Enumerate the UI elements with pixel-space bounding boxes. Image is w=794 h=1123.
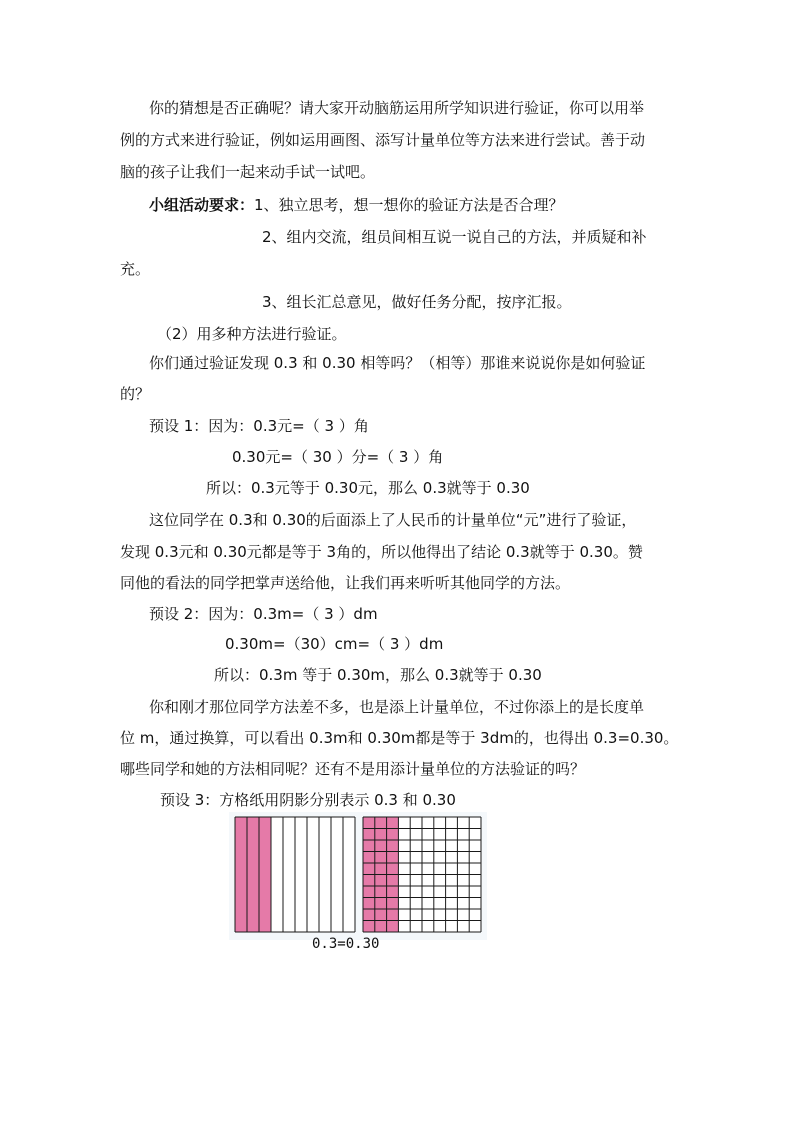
requirement-item: 2、组内交流，组员间相互说一说自己的方法，并质疑和补 [262,228,647,246]
preset-line: 预设 1：因为：0.3元=（ 3 ）角 [149,417,369,435]
shaded-hundredth [363,840,375,852]
shaded-hundredth [363,886,375,898]
preset-line: 所以：0.3元等于 0.30元，那么 0.3就等于 0.30 [206,479,530,497]
shaded-hundredth [363,817,375,829]
shaded-hundredth [387,817,399,829]
shaded-tenth [235,817,247,932]
shaded-hundredth [363,898,375,910]
shaded-hundredth [387,840,399,852]
shaded-hundredth [363,875,375,887]
text-line: 发现 0.3元和 0.30元都是等于 3角的，所以他得出了结论 0.3就等于 0.30。赞 [120,543,643,561]
text-line: 例的方式来进行验证，例如运用画图、添写计量单位等方法来进行尝试。善于动 [120,131,646,149]
shaded-hundredth [375,875,387,887]
shaded-hundredth [387,886,399,898]
preset-3-line: 预设 3：方格纸用阴影分别表示 0.3 和 0.30 [160,791,456,809]
figure-caption: 0.3=0.30 [312,936,380,952]
requirement-item: 3、组长汇总意见，做好任务分配，按序汇报。 [262,293,572,311]
requirement-item: 1、独立思考，想一想你的验证方法是否合理？ [254,196,564,214]
text-line: 你和刚才那位同学方法差不多，也是添上计量单位，不过你添上的是长度单 [149,698,645,716]
shaded-tenth [259,817,271,932]
shaded-hundredth [363,909,375,921]
text-line: 这位同学在 0.3和 0.30的后面添上了人民币的计量单位“元”进行了验证， [149,511,637,529]
preset-line: 预设 2：因为：0.3m=（ 3 ）dm [149,605,378,623]
preset-line: 0.30m=（30）cm=（ 3 ）dm [225,635,444,653]
shaded-hundredth [387,898,399,910]
text-line: 哪些同学和她的方法相同呢？还有不是用添计量单位的方法验证的吗？ [120,760,586,778]
requirement-item: 充。 [120,260,151,278]
shaded-hundredth [387,863,399,875]
shaded-hundredth [375,863,387,875]
shaded-hundredth [363,863,375,875]
shaded-hundredth [387,921,399,933]
question-line: 的？ [120,385,151,403]
question-line: 你们通过验证发现 0.3 和 0.30 相等吗？（相等）那谁来说说你是如何验证 [149,354,646,372]
shaded-hundredth [375,829,387,841]
text-line: 你的猜想是否正确呢？请大家开动脑筋运用所学知识进行验证，你可以用举 [149,99,645,117]
shaded-hundredth [375,909,387,921]
shaded-hundredth [387,852,399,864]
shaded-hundredth [375,898,387,910]
text-line: 位 m，通过换算，可以看出 0.3m和 0.30m都是等于 3dm的，也得出 0.3=0.30。 [120,729,679,747]
shaded-hundredth [375,886,387,898]
shaded-hundredth [375,852,387,864]
requirement-line [149,195,564,215]
shaded-hundredth [387,875,399,887]
preset-line: 0.30元=（ 30 ）分=（ 3 ）角 [232,448,444,466]
shaded-hundredth [375,921,387,933]
text-line: 脑的孩子让我们一起来动手试一试吧。 [120,163,376,181]
section-title: （2）用多种方法进行验证。 [157,325,347,343]
shaded-hundredth [363,921,375,933]
shaded-hundredth [375,817,387,829]
text-line: 同他的看法的同学把掌声送给他，让我们再来听听其他同学的方法。 [120,574,571,592]
preset-line: 所以：0.3m 等于 0.30m，那么 0.3就等于 0.30 [214,666,542,684]
requirement-title: 小组活动要求： [149,196,255,214]
shaded-hundredth [387,829,399,841]
shaded-hundredth [363,829,375,841]
shaded-tenth [247,817,259,932]
grid-figure [229,812,487,940]
grid-illustration [229,812,487,940]
shaded-hundredth [363,852,375,864]
shaded-hundredth [387,909,399,921]
shaded-hundredth [375,840,387,852]
